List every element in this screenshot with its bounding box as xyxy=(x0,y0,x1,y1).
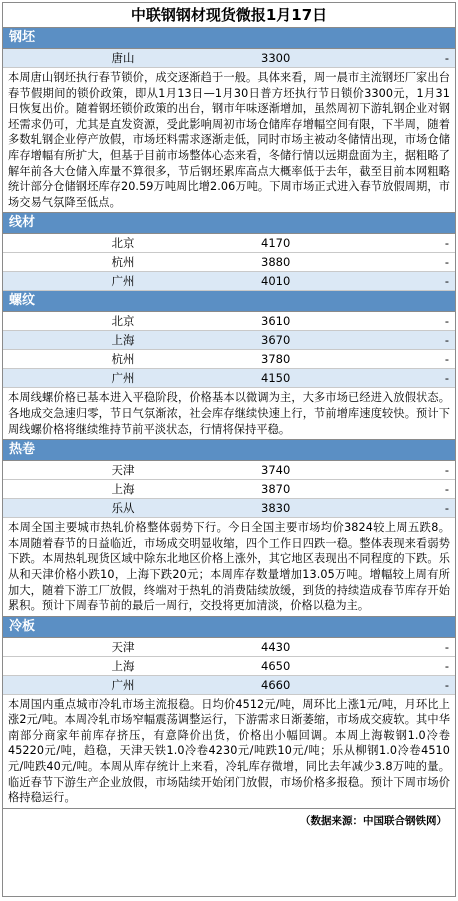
table-row xyxy=(3,369,455,388)
table-row xyxy=(3,657,455,676)
section-heading-billet: 钢坯 xyxy=(3,28,455,49)
price-cell: 3880 xyxy=(261,255,291,270)
price-cell: 3830 xyxy=(261,501,291,516)
city-cell: 杭州 xyxy=(111,255,135,270)
price-cell: 3670 xyxy=(261,333,291,348)
change-cell: - xyxy=(444,274,449,289)
table-row xyxy=(3,499,455,518)
table-row xyxy=(3,234,455,253)
price-cell: 4650 xyxy=(261,658,291,673)
city-cell: 唐山 xyxy=(111,51,135,65)
price-cell: 3780 xyxy=(261,352,291,367)
city-cell: 上海 xyxy=(111,658,135,673)
change-cell: - xyxy=(444,255,449,270)
section-heading-rebar: 螺纹 xyxy=(3,291,455,312)
table-row xyxy=(3,272,455,291)
table-row xyxy=(3,312,455,331)
price-cell: 4430 xyxy=(261,639,291,654)
table-row xyxy=(3,461,455,480)
section-heading-hot-rolled: 热卷 xyxy=(3,440,455,461)
price-cell: 4150 xyxy=(261,371,291,386)
change-cell: - xyxy=(444,482,449,497)
city-cell: 天津 xyxy=(111,639,135,654)
price-cell: 3740 xyxy=(261,463,291,478)
change-cell: - xyxy=(444,236,449,251)
change-cell: - xyxy=(444,677,449,692)
change-cell: - xyxy=(444,333,449,348)
city-cell: 上海 xyxy=(111,333,135,348)
change-cell: - xyxy=(444,51,449,65)
city-cell: 上海 xyxy=(111,482,135,497)
price-cell: 4170 xyxy=(261,236,291,251)
city-cell: 广州 xyxy=(111,274,135,289)
city-cell: 北京 xyxy=(111,314,135,329)
change-cell: - xyxy=(444,463,449,478)
city-cell: 天津 xyxy=(111,463,135,478)
city-cell: 杭州 xyxy=(111,352,135,367)
city-cell: 广州 xyxy=(111,371,135,386)
commentary-hot-rolled: 本周全国主要城市热轧价格整体弱势下行。今日全国主要市场均价3824较上周五跌8。本周随着春节的日益临近，市场成交明显收缩，四个工作日四跌一稳。整体表现来看弱势下跌。本周热轧现货区域中除东北地区价格上涨外，其它地区表现出不同程度的下跌。乐从和天津价格小跌10，上海下跌20元；本周库存数量增加13.05万吨。增幅较上周有所加大，随着下游工厂放假，终端对于热轧的消费陆续放缓，到货的持续造成春节库存开始累积。预计下周春节前的最后一周行，交投将更加清淡，价格以稳为主。 xyxy=(3,518,455,617)
table-row xyxy=(3,49,455,68)
price-cell: 4010 xyxy=(261,274,291,289)
table-row xyxy=(3,638,455,657)
table-row xyxy=(3,331,455,350)
commentary-billet: 本周唐山钢坯执行春节锁价，成交逐渐趋于一般。具体来看，周一晨市主流钢坯厂家出台春节假期间的锁价政策，即从1月13日—1月30日普方坯执行节日锁价3300元，1月31日恢复出价。随着钢坯锁价政策的出台，钢市年味逐渐增加，虽然周初下游轧钢企业对钢坯需求仍可，尤其是直发资源，受此影响周初市场仓储库存增幅空间有限，下半周，随着多数轧钢企业停产放假，市场坯料需求逐渐走低，同时市场主被动冬储情出现，市场仓储库存增幅有所扩大，但基于目前市场整体心态来看，冬储行情以远期盘面为主，据粗略了解年前各大仓储入库量不算很多，节后钢坯累库高点大概率低于去年，截至目前本网粗略统计部分仓储钢坯库存20.59万吨周比增2.06万吨。下周市场正式进入春节放假周期，市场交易气氛降至低点。 xyxy=(3,68,455,213)
table-row xyxy=(3,676,455,695)
city-cell: 北京 xyxy=(111,236,135,251)
price-cell: 4660 xyxy=(261,677,291,692)
table-row xyxy=(3,253,455,272)
city-cell: 乐从 xyxy=(111,501,135,516)
table-row xyxy=(3,350,455,369)
report-page xyxy=(2,2,456,897)
page-title: 中联钢钢材现货微报1月17日 xyxy=(3,3,455,28)
price-cell: 3610 xyxy=(261,314,291,329)
change-cell: - xyxy=(444,658,449,673)
price-cell: 3870 xyxy=(261,482,291,497)
commentary-cold-rolled: 本周国内重点城市冷轧市场主流报稳。日均价4512元/吨，周环比上涨1元/吨，月环比上涨2元/吨。本周冷轧市场窄幅震荡调整运行，下游需求日渐萎缩，市场成交疲软。其中华南部分商家年前库存挤压，有意降价出货，价格出小幅回调。本周上海鞍钢1.0冷卷45220元/吨，趋稳，天津天铁1.0冷卷4230元/吨跌10元/吨；乐从柳钢1.0冷卷4510元/吨跌40元/吨。本周从库存统计上来看，冷轧库存微增，同比去年减少3.8万吨的量。临近春节下游生产企业放假，市场陆续开始闭门放假，市场价格多报稳。预计下周市场价格持稳运行。 xyxy=(3,695,455,809)
city-cell: 广州 xyxy=(111,677,135,692)
change-cell: - xyxy=(444,501,449,516)
price-cell: 3300 xyxy=(261,51,291,65)
section-heading-cold-rolled: 冷板 xyxy=(3,617,455,638)
change-cell: - xyxy=(444,314,449,329)
change-cell: - xyxy=(444,639,449,654)
change-cell: - xyxy=(444,371,449,386)
data-source: （数据来源：中国联合钢铁网） xyxy=(300,814,447,827)
section-heading-wire: 线材 xyxy=(3,213,455,234)
table-row xyxy=(3,480,455,499)
change-cell: - xyxy=(444,352,449,367)
commentary-rebar: 本周线螺价格已基本进入平稳阶段，价格基本以微调为主，大多市场已经进入放假状态。各地成交急速归零，节日气氛渐浓，社会库存继续快速上行，节前增库速度较快。预计下周线螺价格将继续维持节前平淡状态，行情将保持平稳。 xyxy=(3,388,455,440)
